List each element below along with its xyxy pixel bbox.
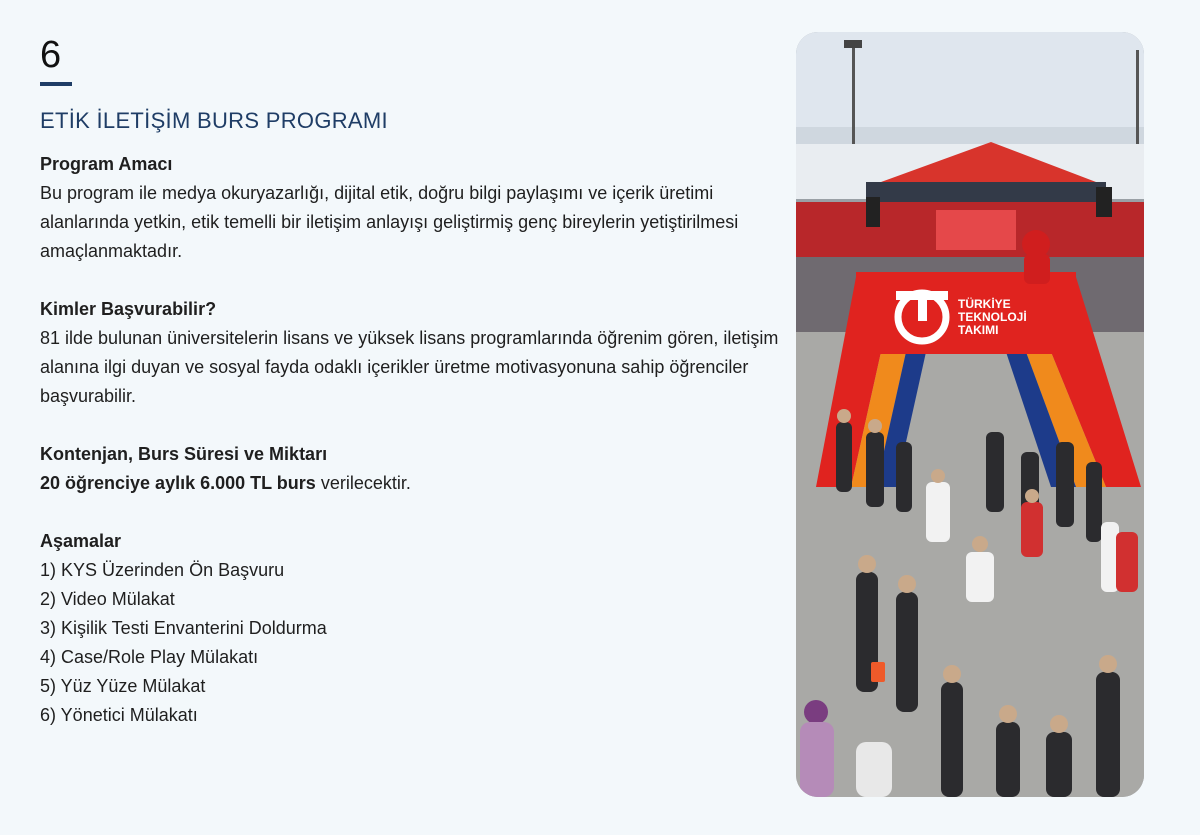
list-item: 5) Yüz Yüze Mülakat bbox=[40, 676, 206, 696]
arch-text-line2: TEKNOLOJİ bbox=[958, 310, 1027, 324]
section-number-underline bbox=[40, 82, 72, 86]
eligibility-heading: Kimler Başvurabilir? bbox=[40, 299, 217, 319]
quota-bold-text: 20 öğrenciye aylık 6.000 TL burs bbox=[40, 473, 316, 493]
content-column bbox=[40, 30, 780, 730]
eligibility-text: 81 ilde bulunan üniversitelerin lisans ve yüksek lisans programlarında öğrenim gören, iletişim alanına ilgi duyan ve sosyal fayda odaklı içerikler üretme motivasyonuna sahip öğrenciler başvurabilir. bbox=[40, 328, 779, 406]
stages-heading: Aşamalar bbox=[40, 531, 122, 551]
arch-text-line1: TÜRKİYE bbox=[958, 297, 1011, 311]
list-item: 2) Video Mülakat bbox=[40, 589, 175, 609]
list-item: 4) Case/Role Play Mülakatı bbox=[40, 647, 259, 667]
purpose-text: Bu program ile medya okuryazarlığı, dijital etik, doğru bilgi paylaşımı ve içerik üretimi alanlarında yetkin, etik temelli bir iletişim anlayışı geliştirmiş genç bireylerin yetiştirilmesi amaçlanmaktadır. bbox=[40, 183, 739, 261]
quota-heading: Kontenjan, Burs Süresi ve Miktarı bbox=[40, 444, 328, 464]
section-number: 6 bbox=[40, 34, 62, 76]
quota-text bbox=[40, 469, 780, 498]
program-details bbox=[40, 150, 780, 730]
page-title: ETİK İLETİŞİM BURS PROGRAMI bbox=[40, 108, 388, 133]
arch-text-line3: TAKIMI bbox=[958, 323, 999, 337]
list-item: 1) KYS Üzerinden Ön Başvuru bbox=[40, 560, 285, 580]
list-item: 6) Yönetici Mülakatı bbox=[40, 705, 198, 725]
purpose-heading: Program Amacı bbox=[40, 154, 173, 174]
quota-rest-text: verilecektir. bbox=[315, 473, 411, 493]
list-item: 3) Kişilik Testi Envanterini Doldurma bbox=[40, 618, 327, 638]
event-photo-illustration bbox=[796, 32, 1144, 797]
event-photo bbox=[796, 32, 1144, 797]
stages-list bbox=[40, 556, 780, 730]
